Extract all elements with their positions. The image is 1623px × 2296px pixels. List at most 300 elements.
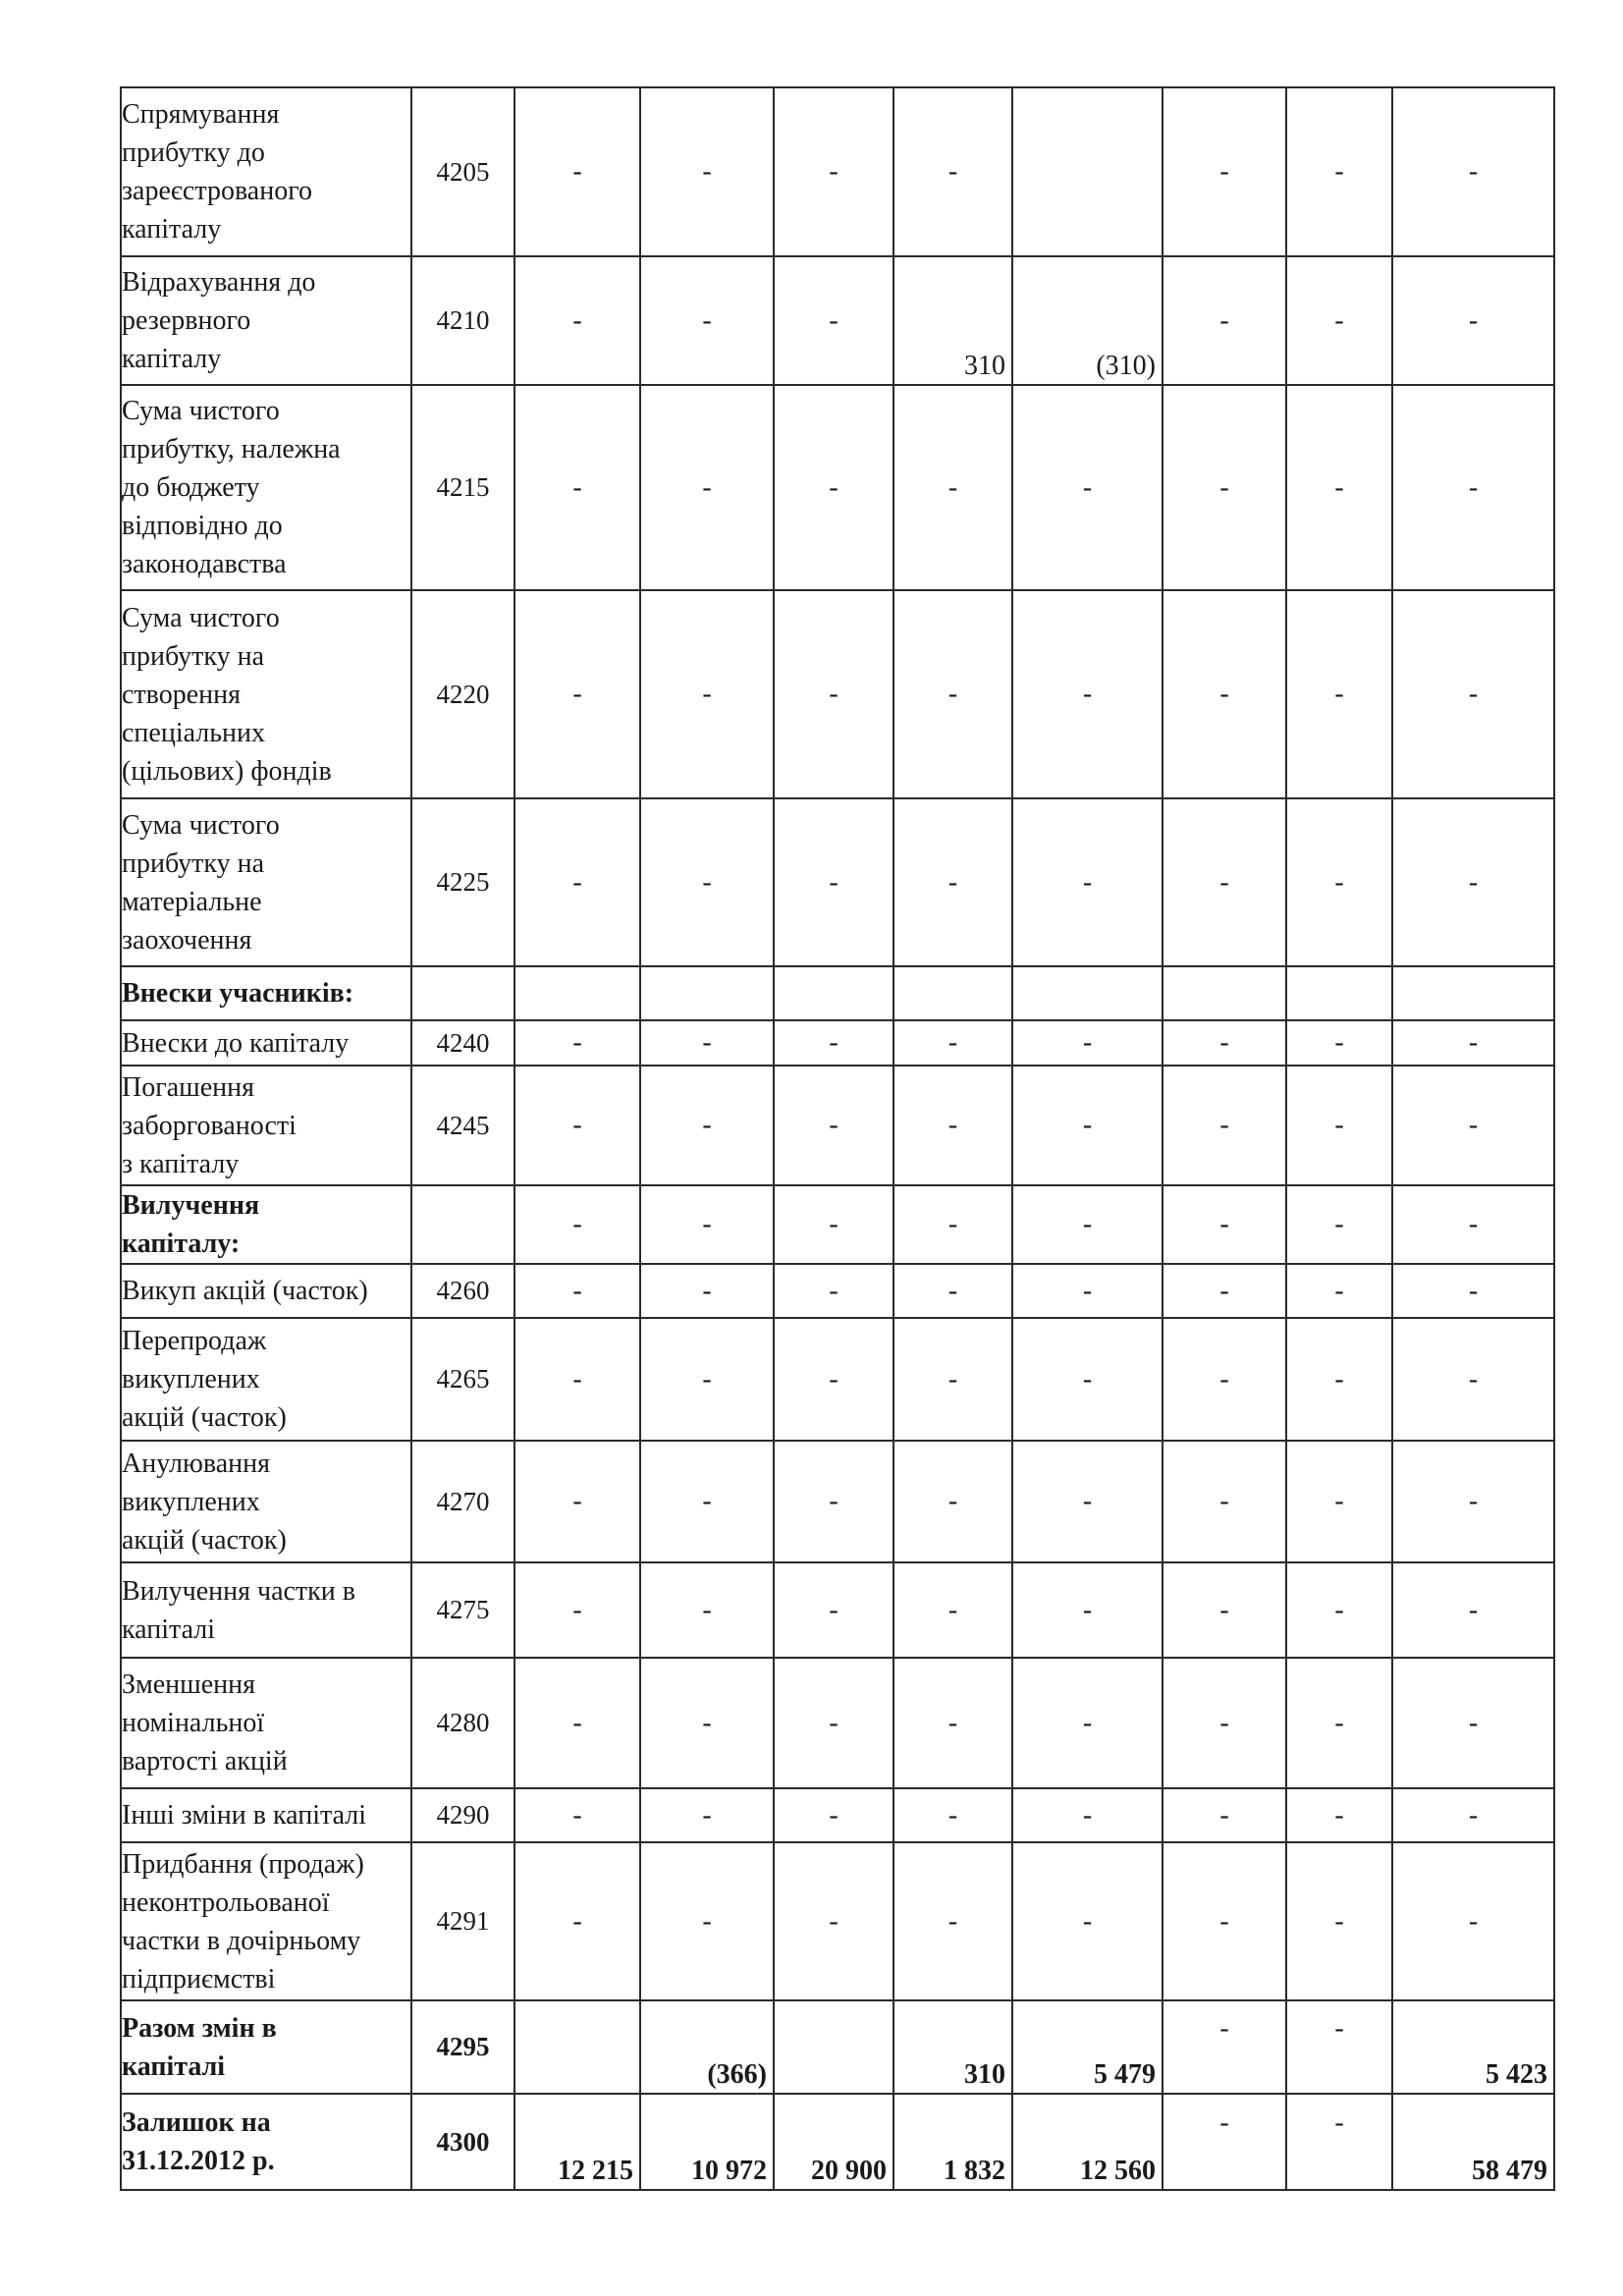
value-dash: -	[1219, 1486, 1229, 1516]
value-dash: -	[702, 471, 712, 503]
table-row	[121, 2094, 1554, 2190]
row-code: 4215	[436, 472, 490, 502]
value-cell	[1012, 1020, 1163, 1066]
value-dash: -	[1468, 1594, 1479, 1625]
value-dash: -	[947, 1799, 958, 1831]
value-cell	[1286, 1020, 1392, 1066]
value-dash: -	[947, 1275, 958, 1306]
row-code: 4220	[436, 679, 490, 709]
value-cell	[514, 1264, 640, 1318]
value-cell	[640, 1788, 774, 1842]
row-label-line: Викуп акцій (часток)	[122, 1276, 368, 1306]
value-cell	[1163, 1318, 1286, 1441]
value-cell	[774, 87, 893, 256]
value-cell	[1012, 1842, 1163, 2000]
value-cell	[1012, 966, 1163, 1020]
value-cell	[1286, 385, 1392, 590]
value-cell	[1012, 87, 1163, 256]
value-dash: -	[1334, 1486, 1344, 1516]
row-code-cell	[411, 1066, 514, 1185]
value-cell	[774, 1185, 893, 1264]
value-cell	[640, 1562, 774, 1658]
value-cell	[774, 385, 893, 590]
value-cell	[774, 1441, 893, 1562]
value-cell	[640, 1066, 774, 1185]
row-code: 4300	[436, 2126, 490, 2157]
row-label-line: Зменшення	[122, 1669, 255, 1700]
value-cell	[1163, 966, 1286, 1020]
value-number: 310	[964, 2059, 1005, 2090]
row-label-line: прибутку на	[122, 847, 265, 879]
value-cell	[1286, 966, 1392, 1020]
value-dash: -	[1468, 1275, 1479, 1306]
value-cell	[893, 1441, 1012, 1562]
value-dash: -	[1334, 1707, 1344, 1738]
row-code-cell	[411, 2094, 514, 2190]
row-code-cell	[411, 1441, 514, 1562]
value-dash: -	[947, 1363, 958, 1394]
value-cell	[514, 2094, 640, 2190]
row-label-line: 31.12.2012 р.	[122, 2146, 275, 2176]
value-cell	[1012, 1066, 1163, 1185]
row-label-cell	[121, 1318, 411, 1441]
table-row	[121, 590, 1554, 798]
value-dash: -	[829, 1486, 839, 1516]
value-dash: -	[1468, 1363, 1479, 1394]
value-cell	[893, 1264, 1012, 1318]
row-label-line: вартості акцій	[122, 1746, 288, 1777]
value-number: 310	[964, 351, 1005, 381]
row-code: 4210	[436, 305, 490, 335]
value-cell	[1012, 2094, 1163, 2190]
value-cell	[774, 2000, 893, 2094]
row-label-cell	[121, 256, 411, 385]
value-cell	[1392, 590, 1554, 798]
value-cell	[1163, 1842, 1286, 2000]
value-cell	[640, 1318, 774, 1441]
value-cell	[1286, 1264, 1392, 1318]
value-dash: -	[1334, 679, 1344, 709]
row-code: 4280	[436, 1708, 490, 1737]
value-dash: -	[1219, 156, 1229, 187]
value-cell	[1286, 1318, 1392, 1441]
value-cell	[1163, 798, 1286, 966]
value-cell	[1392, 1318, 1554, 1441]
row-label-line: зареєстрованого	[122, 176, 312, 206]
value-cell	[514, 256, 640, 385]
value-dash: -	[1082, 1594, 1093, 1625]
value-cell	[893, 590, 1012, 798]
value-cell	[1012, 1658, 1163, 1788]
value-dash: -	[1468, 1110, 1479, 1140]
row-label-line: Сума чистого	[122, 809, 280, 841]
row-label-line: номінальної	[122, 1708, 265, 1738]
value-cell	[774, 966, 893, 1020]
value-dash: -	[1334, 2012, 1344, 2044]
row-label-line: Вилучення частки в	[122, 1575, 355, 1607]
capital-changes-table	[120, 86, 1555, 2191]
value-number: 12 215	[558, 2156, 633, 2186]
value-cell	[1392, 87, 1554, 256]
value-dash: -	[1468, 1486, 1479, 1516]
row-label-line: Вилучення	[122, 1190, 260, 1221]
value-dash: -	[702, 1486, 712, 1516]
value-dash: -	[1219, 1363, 1229, 1394]
value-cell	[1286, 256, 1392, 385]
value-dash: -	[572, 1027, 582, 1058]
value-cell	[1286, 87, 1392, 256]
value-dash: -	[947, 1110, 958, 1140]
row-code-cell	[411, 966, 514, 1020]
value-dash: -	[1219, 1110, 1229, 1140]
value-dash: -	[1219, 1209, 1229, 1239]
table-row	[121, 1562, 1554, 1658]
value-cell	[1163, 385, 1286, 590]
row-label-line: Анулювання	[122, 1448, 270, 1479]
value-cell	[514, 1658, 640, 1788]
value-cell	[1286, 1842, 1392, 2000]
table-row	[121, 1020, 1554, 1066]
value-cell	[774, 2094, 893, 2190]
value-dash: -	[829, 1110, 839, 1140]
value-dash: -	[1082, 1027, 1093, 1058]
table-row	[121, 385, 1554, 590]
row-code-cell	[411, 1788, 514, 1842]
value-cell	[1286, 1066, 1392, 1185]
value-dash: -	[1219, 2012, 1229, 2044]
table-row	[121, 1658, 1554, 1788]
value-cell	[893, 1066, 1012, 1185]
value-dash: -	[702, 156, 712, 187]
value-number: 58 479	[1472, 2156, 1547, 2186]
value-cell	[1163, 1788, 1286, 1842]
value-dash: -	[947, 679, 958, 709]
value-cell	[1163, 1264, 1286, 1318]
value-cell	[893, 1185, 1012, 1264]
value-cell	[514, 1185, 640, 1264]
table-row	[121, 2000, 1554, 2094]
value-cell	[1392, 256, 1554, 385]
value-dash: -	[1082, 1905, 1093, 1937]
row-label-line: заохочення	[122, 924, 252, 956]
row-label-line: законодавства	[122, 549, 287, 579]
row-label-line: резервного	[122, 305, 251, 336]
value-number: (366)	[707, 2059, 767, 2090]
row-code: 4295	[436, 2032, 490, 2061]
value-cell	[1012, 1562, 1163, 1658]
value-cell	[514, 1842, 640, 2000]
value-cell	[640, 2094, 774, 2190]
value-cell	[514, 1020, 640, 1066]
value-cell	[640, 1020, 774, 1066]
value-dash: -	[1082, 1486, 1093, 1516]
table-row	[121, 966, 1554, 1020]
value-cell	[640, 590, 774, 798]
value-cell	[1012, 1264, 1163, 1318]
value-dash: -	[947, 471, 958, 503]
value-cell	[774, 1020, 893, 1066]
table-row	[121, 1066, 1554, 1185]
row-code-cell	[411, 1264, 514, 1318]
row-code: 4290	[436, 1800, 490, 1830]
value-cell	[1163, 2094, 1286, 2190]
table-row	[121, 1441, 1554, 1562]
row-label-line: викуплених	[122, 1364, 260, 1394]
value-cell	[1286, 1185, 1392, 1264]
value-cell	[893, 1658, 1012, 1788]
value-dash: -	[947, 1707, 958, 1738]
value-dash: -	[829, 1027, 839, 1058]
value-dash: -	[1082, 471, 1093, 503]
row-code: 4225	[436, 867, 490, 897]
value-cell	[1392, 1562, 1554, 1658]
row-code-cell	[411, 798, 514, 966]
value-cell	[1392, 2000, 1554, 2094]
row-label-line: Сума чистого	[122, 602, 280, 633]
row-label-line: Сума чистого	[122, 396, 280, 426]
value-dash: -	[702, 1905, 712, 1937]
row-label-line: частки в дочірньому	[122, 1925, 361, 1956]
value-cell	[774, 798, 893, 966]
row-label-cell	[121, 1441, 411, 1562]
value-cell	[640, 87, 774, 256]
value-dash: -	[1219, 471, 1229, 503]
row-label-cell	[121, 1658, 411, 1788]
value-cell	[1012, 1441, 1163, 1562]
value-dash: -	[1468, 471, 1479, 503]
value-cell	[1012, 1318, 1163, 1441]
value-cell	[1392, 1842, 1554, 2000]
value-cell	[1286, 1441, 1392, 1562]
row-label-line: (цільових) фондів	[122, 755, 332, 787]
value-cell	[1392, 1658, 1554, 1788]
value-cell	[893, 385, 1012, 590]
row-label-line: неконтрольованої	[122, 1886, 330, 1918]
value-dash: -	[829, 156, 839, 187]
row-code: 4260	[436, 1276, 490, 1305]
value-dash: -	[702, 1027, 712, 1058]
row-code-cell	[411, 1185, 514, 1264]
value-dash: -	[1468, 1707, 1479, 1738]
row-label-line: викуплених	[122, 1486, 260, 1517]
value-dash: -	[829, 679, 839, 709]
value-cell	[774, 1264, 893, 1318]
value-dash: -	[572, 866, 582, 898]
value-cell	[1392, 1185, 1554, 1264]
table-row	[121, 1185, 1554, 1264]
value-dash: -	[1468, 156, 1479, 187]
value-dash: -	[572, 471, 582, 503]
value-dash: -	[829, 304, 839, 336]
value-dash: -	[572, 1110, 582, 1140]
value-dash: -	[702, 866, 712, 898]
row-label-line: капіталі	[122, 2050, 226, 2082]
value-dash: -	[947, 1486, 958, 1516]
row-code-cell	[411, 87, 514, 256]
table-row	[121, 798, 1554, 966]
row-label-line: Внески учасників:	[122, 978, 354, 1009]
value-dash: -	[1334, 156, 1344, 187]
value-cell	[514, 1441, 640, 1562]
row-label-line: капіталі	[122, 1613, 216, 1645]
value-cell	[640, 385, 774, 590]
row-code: 4265	[436, 1364, 490, 1394]
value-dash: -	[1468, 1799, 1479, 1831]
value-cell	[1163, 87, 1286, 256]
value-dash: -	[572, 304, 582, 336]
table-row	[121, 1788, 1554, 1842]
table-row	[121, 256, 1554, 385]
value-cell	[514, 87, 640, 256]
value-number: 5 479	[1094, 2059, 1156, 2090]
row-label-line: Погашення	[122, 1071, 254, 1103]
row-label-line: створення	[122, 679, 241, 710]
value-dash: -	[1219, 866, 1229, 898]
row-label-cell	[121, 87, 411, 256]
value-number: 1 832	[944, 2156, 1005, 2186]
value-cell	[893, 966, 1012, 1020]
row-code: 4291	[436, 1906, 490, 1936]
value-dash: -	[572, 156, 582, 187]
value-cell	[1163, 2000, 1286, 2094]
row-code: 4240	[436, 1027, 490, 1058]
value-dash: -	[829, 1905, 839, 1937]
value-dash: -	[1334, 1594, 1344, 1625]
row-label-line: Залишок на	[122, 2107, 271, 2138]
row-code: 4270	[436, 1486, 490, 1516]
row-code-cell	[411, 1020, 514, 1066]
value-cell	[514, 590, 640, 798]
value-dash: -	[572, 679, 582, 709]
value-cell	[893, 1020, 1012, 1066]
value-cell	[774, 1562, 893, 1658]
value-dash: -	[829, 471, 839, 503]
value-dash: -	[702, 1209, 712, 1239]
row-label-cell	[121, 2000, 411, 2094]
value-cell	[1163, 256, 1286, 385]
value-cell	[1392, 2094, 1554, 2190]
value-cell	[514, 2000, 640, 2094]
value-dash: -	[1468, 679, 1479, 709]
value-dash: -	[829, 866, 839, 898]
value-dash: -	[1082, 1799, 1093, 1831]
row-code-cell	[411, 1658, 514, 1788]
value-cell	[1163, 1066, 1286, 1185]
value-cell	[893, 2000, 1012, 2094]
value-number: 5 423	[1486, 2059, 1547, 2090]
value-dash: -	[702, 1594, 712, 1625]
row-label-line: акцій (часток)	[122, 1524, 287, 1556]
value-cell	[1392, 1788, 1554, 1842]
value-cell	[640, 1264, 774, 1318]
value-cell	[640, 1658, 774, 1788]
value-dash: -	[1334, 1363, 1344, 1394]
row-label-cell	[121, 798, 411, 966]
row-code-cell	[411, 1842, 514, 2000]
value-dash: -	[947, 1027, 958, 1058]
value-dash: -	[1334, 1110, 1344, 1140]
value-dash: -	[1219, 1594, 1229, 1625]
row-code-cell	[411, 590, 514, 798]
value-dash: -	[1219, 1275, 1229, 1306]
value-cell	[774, 1318, 893, 1441]
value-cell	[640, 1185, 774, 1264]
value-dash: -	[947, 156, 958, 187]
value-dash: -	[1334, 1209, 1344, 1239]
value-cell	[640, 1842, 774, 2000]
row-label-line: до бюджету	[122, 472, 260, 503]
row-label-line: Інші зміни в капіталі	[122, 1800, 367, 1831]
row-label-cell	[121, 385, 411, 590]
table-row	[121, 1264, 1554, 1318]
value-cell	[774, 1788, 893, 1842]
value-dash: -	[1468, 1905, 1479, 1937]
value-dash: -	[1334, 304, 1344, 336]
value-dash: -	[1219, 1799, 1229, 1831]
value-number: (310)	[1096, 351, 1156, 381]
value-dash: -	[1082, 1363, 1093, 1394]
value-dash: -	[947, 1209, 958, 1239]
row-label-cell	[121, 1788, 411, 1842]
value-cell	[1392, 1020, 1554, 1066]
value-cell	[893, 2094, 1012, 2190]
row-code: 4245	[436, 1110, 490, 1140]
value-cell	[1392, 1066, 1554, 1185]
row-label-cell	[121, 1562, 411, 1658]
row-label-cell	[121, 1020, 411, 1066]
value-cell	[640, 2000, 774, 2094]
value-dash: -	[829, 1209, 839, 1239]
row-code-cell	[411, 385, 514, 590]
value-cell	[514, 1788, 640, 1842]
value-dash: -	[702, 304, 712, 336]
row-label-line: Разом змін в	[122, 2012, 277, 2044]
row-label-line: капіталу	[122, 344, 222, 374]
row-label-line: спеціальних	[122, 717, 265, 748]
value-dash: -	[1082, 1275, 1093, 1306]
value-dash: -	[829, 1275, 839, 1306]
row-label-line: Спрямування	[122, 99, 280, 130]
row-label-cell	[121, 1842, 411, 2000]
value-dash: -	[1334, 471, 1344, 503]
value-dash: -	[1334, 1275, 1344, 1306]
value-dash: -	[572, 1799, 582, 1831]
value-dash: -	[572, 1707, 582, 1738]
value-cell	[1163, 1020, 1286, 1066]
value-cell	[1163, 1658, 1286, 1788]
value-cell	[893, 87, 1012, 256]
value-number: 10 972	[691, 2156, 767, 2186]
value-cell	[1392, 385, 1554, 590]
value-cell	[640, 1441, 774, 1562]
value-dash: -	[1334, 1799, 1344, 1831]
table-row	[121, 1842, 1554, 2000]
value-dash: -	[1334, 1027, 1344, 1058]
value-cell	[1163, 1185, 1286, 1264]
value-dash: -	[1468, 1027, 1479, 1058]
row-label-line: з капіталу	[122, 1148, 240, 1179]
row-label-line: Відрахування до	[122, 267, 316, 298]
value-dash: -	[1082, 1707, 1093, 1738]
row-label-line: прибутку на	[122, 640, 265, 672]
value-cell	[1012, 256, 1163, 385]
value-cell	[1163, 590, 1286, 798]
value-dash: -	[1082, 1209, 1093, 1239]
row-label-line: матеріальне	[122, 886, 262, 917]
row-label-cell	[121, 966, 411, 1020]
table-row	[121, 87, 1554, 256]
row-code-cell	[411, 256, 514, 385]
